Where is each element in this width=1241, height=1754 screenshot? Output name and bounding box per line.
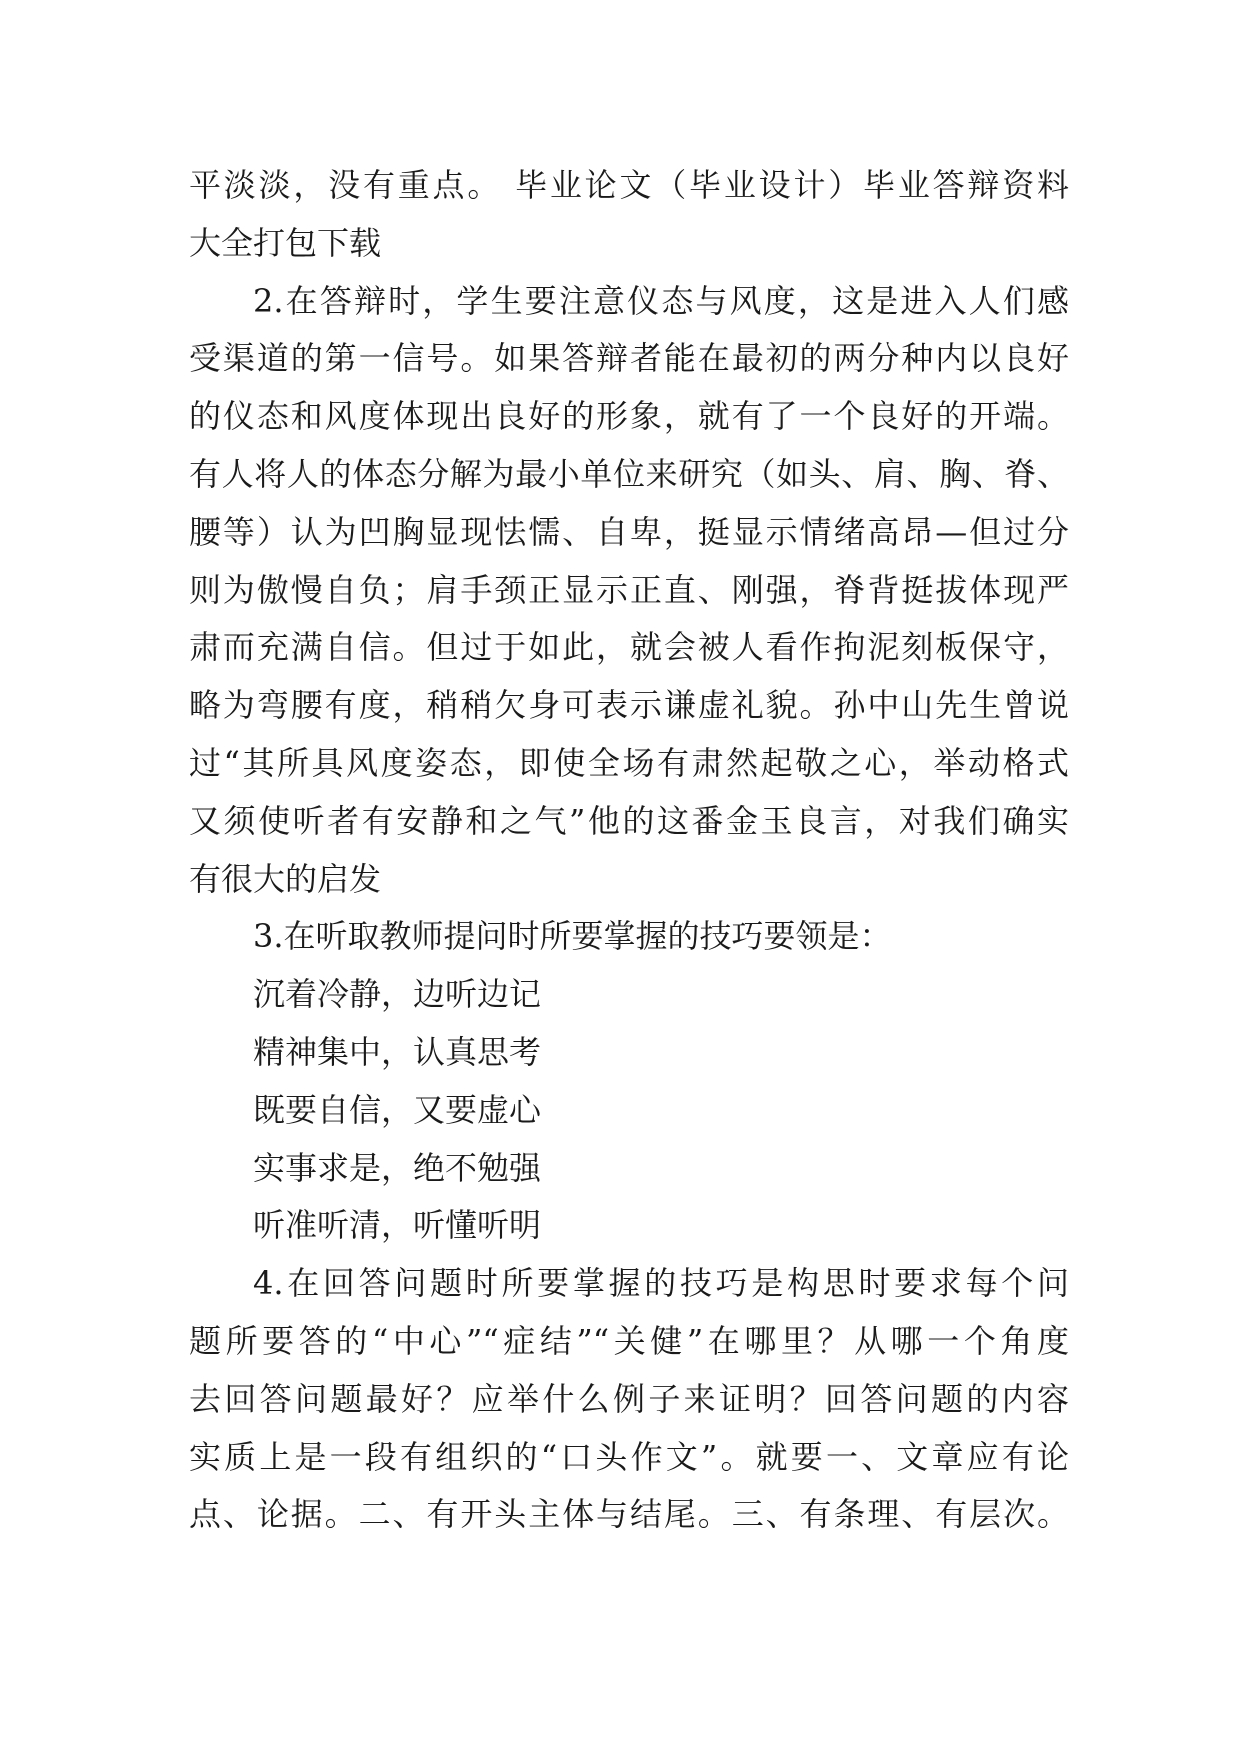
text-line: 受渠道的第一信号。如果答辩者能在最初的两分种内以良好 (189, 339, 1069, 378)
text-line: 2.在答辩时，学生要注意仪态与风度，这是进入人们感 (253, 281, 1069, 320)
text-line: 精神集中，认真思考 (253, 1032, 542, 1071)
text-line: 有人将人的体态分解为最小单位来研究（如头、肩、胸、脊、 (189, 454, 1069, 493)
text-line: 听准听清，听懂听明 (253, 1206, 542, 1245)
text-line: 点、论据。二、有开头主体与结尾。三、有条理、有层次。 (189, 1495, 1069, 1534)
text-line: 过“其所具风度姿态，即使全场有肃然起敬之心，举动格式 (189, 743, 1069, 782)
text-line: 有很大的启发 (189, 859, 382, 898)
text-line: 沉着冷静，边听边记 (253, 975, 542, 1014)
text-line: 既要自信，又要虚心 (253, 1090, 542, 1129)
text-line: 去回答问题最好？应举什么例子来证明？回答问题的内容 (189, 1379, 1069, 1418)
text-line: 则为傲慢自负；肩手颈正显示正直、刚强，脊背挺拔体现严 (189, 570, 1069, 609)
text-line: 实事求是，绝不勉强 (253, 1148, 542, 1187)
text-line: 3.在听取教师提问时所要掌握的技巧要领是： (253, 917, 892, 956)
text-line: 平淡淡，没有重点。 毕业论文（毕业设计）毕业答辩资料 (189, 166, 1069, 204)
text-line: 4.在回答问题时所要掌握的技巧是构思时要求每个问 (253, 1264, 1069, 1303)
text-line: 又须使听者有安静和之气”他的这番金玉良言，对我们确实 (189, 801, 1069, 840)
text-line: 略为弯腰有度，稍稍欠身可表示谦虚礼貌。孙中山先生曾说 (189, 686, 1069, 725)
text-line: 肃而充满自信。但过于如此，就会被人看作拘泥刻板保守， (189, 628, 1069, 667)
text-line: 题所要答的“中心”“症结”“关健”在哪里？从哪一个角度 (189, 1321, 1069, 1360)
text-line: 实质上是一段有组织的“口头作文”。就要一、文章应有论 (189, 1437, 1069, 1476)
text-line: 腰等）认为凹胸显现怯懦、自卑，挺显示情绪高昂—但过分 (189, 512, 1069, 551)
text-line: 的仪态和风度体现出良好的形象，就有了一个良好的开端。 (189, 397, 1069, 436)
body-text (189, 157, 1069, 1544)
text-line: 大全打包下载 (189, 223, 382, 262)
